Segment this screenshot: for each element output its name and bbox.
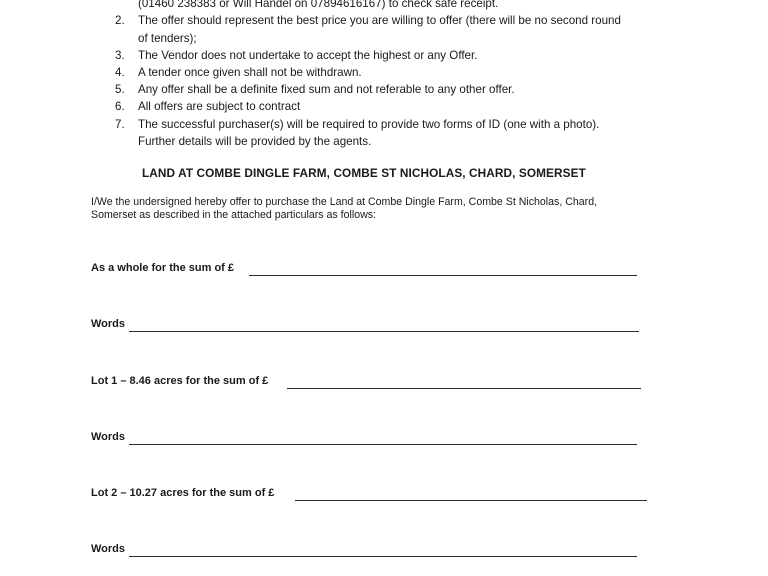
lot1-words-input-line[interactable] <box>129 444 637 445</box>
list-item-5-number: 5. <box>115 83 125 96</box>
lot1-words-label: Words <box>91 431 126 443</box>
whole-sum-label: As a whole for the sum of £ <box>91 262 235 274</box>
whole-sum-field <box>91 262 637 278</box>
list-item-3-number: 3. <box>115 49 125 62</box>
document-heading: LAND AT COMBE DINGLE FARM, COMBE ST NICHOLAS, CHARD, SOMERSET <box>142 166 586 180</box>
lot1-sum-label: Lot 1 – 8.46 acres for the sum of £ <box>91 375 269 387</box>
list-item-5-text: Any offer shall be a definite fixed sum and not referable to any other offer. <box>138 83 515 96</box>
lot2-words-label: Words <box>91 543 126 555</box>
list-item-7-number: 7. <box>115 118 125 131</box>
list-item-6-number: 6. <box>115 100 125 113</box>
lot2-sum-input-line[interactable] <box>295 500 647 501</box>
list-item-4-number: 4. <box>115 66 125 79</box>
lot2-sum-label: Lot 2 – 10.27 acres for the sum of £ <box>91 487 275 499</box>
whole-words-label: Words <box>91 318 126 330</box>
lot1-words-field <box>91 431 637 447</box>
whole-words-field <box>91 318 639 334</box>
list-item-3-text: The Vendor does not undertake to accept the highest or any Offer. <box>138 49 478 62</box>
list-item-7-continuation: Further details will be provided by the agents. <box>138 135 372 148</box>
whole-sum-input-line[interactable] <box>249 275 637 276</box>
list-item-1-continuation: (01460 238383 or Will Handel on 07894616167) to check safe receipt. <box>138 0 499 10</box>
intro-line-2: Somerset as described in the attached particulars as follows: <box>91 209 376 221</box>
list-item-2-continuation: of tenders); <box>138 32 197 45</box>
whole-words-input-line[interactable] <box>129 331 639 332</box>
lot1-sum-input-line[interactable] <box>287 388 641 389</box>
list-item-4-text: A tender once given shall not be withdrawn. <box>138 66 362 79</box>
list-item-2-text: The offer should represent the best price you are willing to offer (there will be no second round <box>138 14 621 27</box>
lot2-words-input-line[interactable] <box>129 556 637 557</box>
list-item-7-text: The successful purchaser(s) will be required to provide two forms of ID (one with a photo). <box>138 118 600 131</box>
lot2-words-field <box>91 543 637 559</box>
lot2-sum-field <box>91 487 647 503</box>
intro-line-1: I/We the undersigned hereby offer to purchase the Land at Combe Dingle Farm, Combe St Nicholas, Chard, <box>91 196 598 208</box>
list-item-2-number: 2. <box>115 14 125 27</box>
lot1-sum-field <box>91 375 641 391</box>
list-item-6-text: All offers are subject to contract <box>138 100 301 113</box>
